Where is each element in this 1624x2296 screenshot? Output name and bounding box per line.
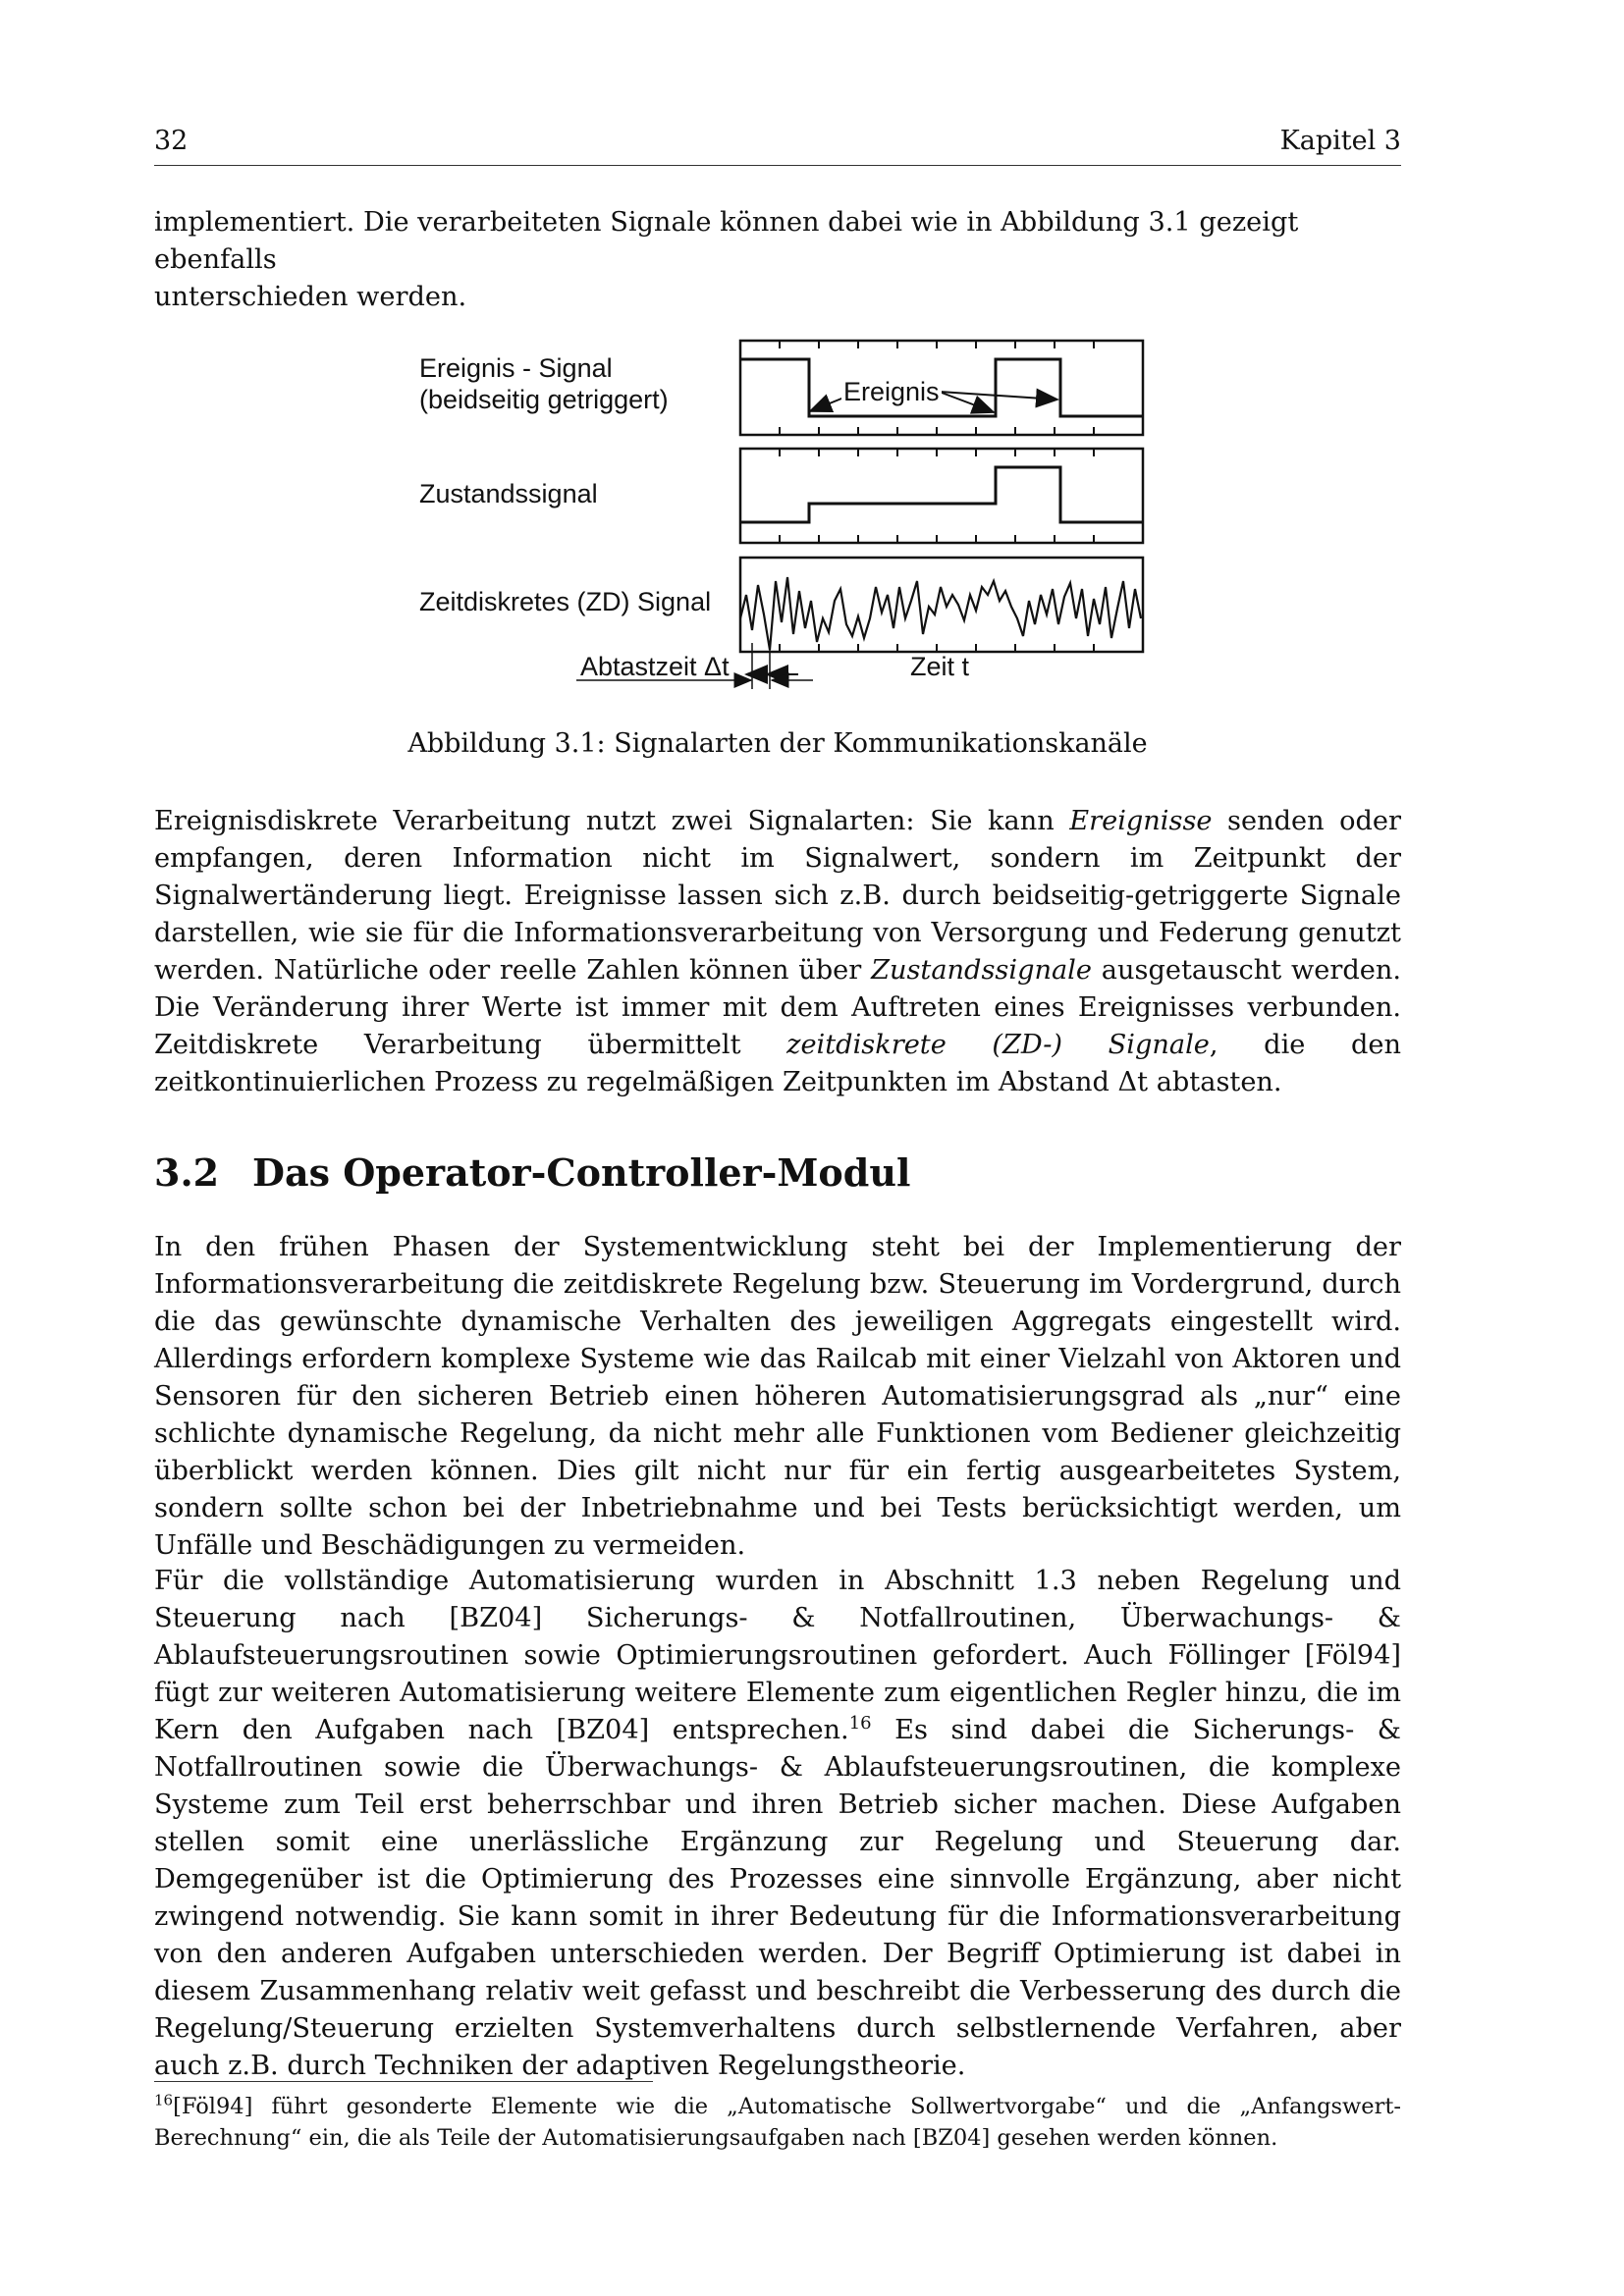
intro-paragraph — [154, 204, 1401, 316]
page — [154, 0, 1401, 2296]
figure-signal-types — [154, 324, 1401, 717]
para1-text-a: Ereignisdiskrete Verarbeitung nutzt zwei Signalarten: Sie kann — [154, 806, 1070, 836]
label-event-trigger: (beidseitig getriggert) — [419, 385, 669, 414]
section-number: 3.2 — [154, 1150, 220, 1195]
state-signal-panel — [740, 449, 1143, 543]
footnote-ref[interactable]: 16 — [848, 1712, 872, 1734]
para1-term-events: Ereignisse — [1069, 806, 1213, 836]
footnote-rule — [154, 2081, 653, 2082]
para1-text-g: , die den zeitkontinuierlichen Prozess zu regelmäßigen Zeitpunkten im Abstand Δt abtasten. — [154, 1030, 1402, 1097]
page-number: 32 — [154, 126, 189, 156]
label-event-signal: Ereignis - Signal — [419, 353, 613, 383]
chapter-title: Kapitel 3 — [1279, 126, 1401, 156]
label-state-signal: Zustandssignal — [419, 479, 598, 508]
event-signal-panel — [740, 341, 1143, 435]
footnote — [154, 2091, 1401, 2154]
signal-diagram — [154, 324, 1401, 717]
para1-term-zd: zeitdiskrete (ZD-) Signale — [786, 1030, 1210, 1060]
section-title: Das Operator-Controller-Modul — [252, 1150, 911, 1195]
label-event-inner: Ereignis — [843, 377, 940, 406]
para1-text-e: ausgetauscht werden. Die Veränderung ihrer Werte ist immer mit dem Auftreten eines Ereignisses verbunden. Zeitdiskrete Verarbeitung übermittelt — [154, 955, 1401, 1060]
paragraph-ocm-intro: In den frühen Phasen der Systementwicklung steht bei der Implementierung der Informationsverarbeitung die zeitdiskrete Regelung bzw. Steuerung im Vordergrund, durch die das gewünschte dynamische Verhalten des jeweiligen Aggregats eingestellt wird. Allerdings erfordern komplexe Systeme wie das Railcab mit einer Vielzahl von Aktoren und Sensoren für den sicheren Betrieb einen höheren Automatisierungsgrad als „nur“ eine schlichte dynamische Regelung, da nicht mehr alle Funktionen vom Bediener gleichzeitig überblickt werden können. Dies gilt nicht nur für ein fertig ausgearbeitetes System, sondern sollte schon bei der Inbetriebnahme und bei Tests berücksichtigt werden, um Unfälle und Beschädigungen zu vermeiden. — [154, 1232, 1401, 1561]
label-sample-time: Abtastzeit Δt — [580, 652, 730, 681]
para1-text-c: senden oder empfangen, deren Information nicht im Signalwert, sondern im Zeitpunkt der Signalwertänderung liegt. Ereignisse lassen sich z.B. durch beidseitig-getriggerte Signale darstellen, wie sie für die Informationsverarbeitung von Versorgung und Federung genutzt werden. Natürliche oder reelle Zahlen können über — [154, 806, 1401, 986]
paragraph-signal-types — [154, 803, 1401, 1101]
figure-caption: Abbildung 3.1: Signalarten der Kommunikationskanäle — [407, 728, 1148, 759]
para3-text-a: Für die vollständige Automatisierung wurden in Abschnitt 1.3 neben Regelung und Steuerung nach [BZ04] Sicherungs- & Notfallroutinen, Überwachungs- & Ablaufsteuerungsroutinen sowie Optimierungsroutinen gefordert. Auch Föllinger [Föl94] fügt zur weiteren Automatisierung weitere Elemente zum eigentlichen Regler hinzu, die im Kern den Aufgaben nach [BZ04] entsprechen. — [154, 1566, 1401, 1745]
para3-text-b: Es sind dabei die Sicherungs- & Notfallroutinen sowie die Überwachungs- & Ablaufsteuerungsroutinen, die komplexe Systeme zum Teil erst beherrschbar und ihren Betrieb sicher machen. Diese Aufgaben stellen somit eine unerlässliche Ergänzung zur Regelung und Steuerung dar. Demgegenüber ist die Optimierung des Prozesses eine sinnvolle Ergänzung, aber nicht zwingend notwendig. Sie kann somit in ihrer Bedeutung für die Informationsverarbeitung von den anderen Aufgaben unterschieden werden. Der Begriff Optimierung ist dabei in diesem Zusammenhang relativ weit gefasst und beschreibt die Verbesserung des durch die Regelung/Steuerung erzielten Systemverhaltens durch selbstlernende Verfahren, aber auch z.B. durch Techniken der adaptiven Regelungstheorie. — [154, 1715, 1402, 2081]
paragraph-automation — [154, 1563, 1401, 2085]
section-heading — [154, 1150, 910, 1195]
footnote-text: [Föl94] führt gesonderte Elemente wie die „Automatische Sollwertvorgabe“ und die „Anfangswert-Berechnung“ ein, die als Teile der Automatisierungsaufgaben nach [BZ04] gesehen werden können. — [154, 2094, 1401, 2151]
intro-line-2: unterschieden werden. — [154, 282, 467, 312]
para1-term-state: Zustandssignale — [871, 955, 1092, 986]
label-time: Zeit t — [910, 652, 970, 681]
footnote-mark: 16 — [154, 2091, 174, 2109]
intro-line-1: implementiert. Die verarbeiteten Signale können dabei wie in Abbildung 3.1 gezeigt ebenfalls — [154, 207, 1299, 275]
page-header — [154, 126, 1401, 166]
label-discrete-signal: Zeitdiskretes (ZD) Signal — [419, 587, 712, 616]
